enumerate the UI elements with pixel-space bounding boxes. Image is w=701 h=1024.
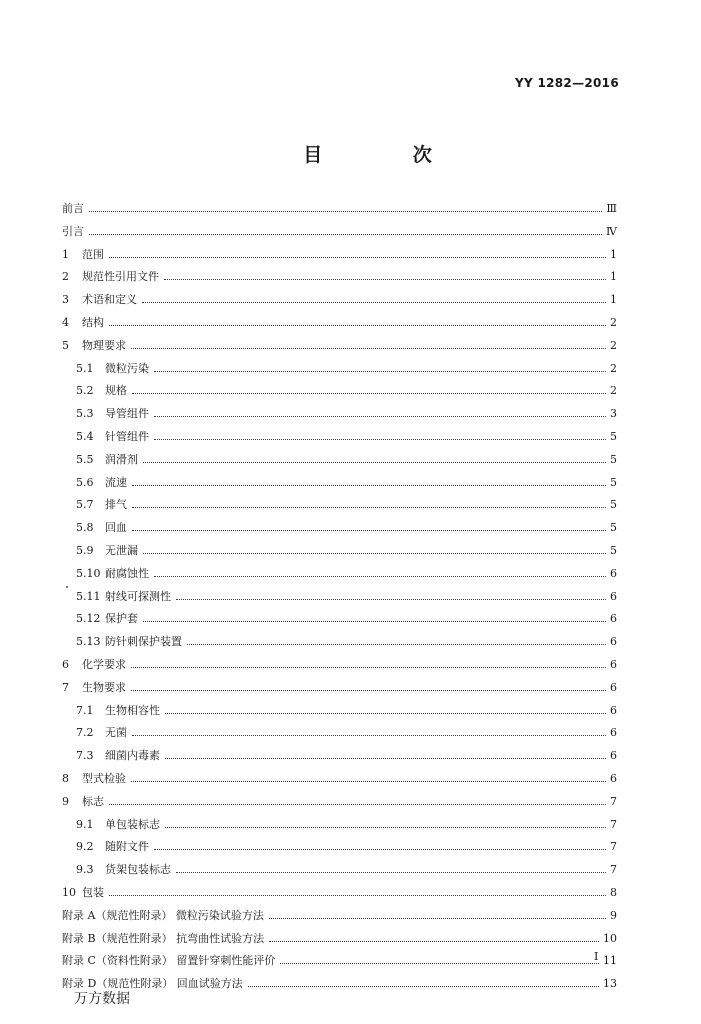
- toc-entry-page: 11: [603, 954, 617, 968]
- toc-entry-page: 5: [610, 544, 617, 557]
- toc-entry-page: 8: [610, 886, 617, 899]
- toc-entry-number: 5.8: [76, 521, 94, 535]
- toc-entry-title: 无泄漏: [105, 541, 141, 561]
- toc-entry: [0, 427, 701, 447]
- toc-entry-number: 7: [62, 680, 69, 694]
- toc-entry: [0, 495, 701, 515]
- toc-entry-number: 9.3: [76, 863, 94, 877]
- toc-entry-page: Ⅲ: [606, 202, 617, 215]
- toc-entry: [0, 769, 701, 789]
- toc-entry-title: 规范性引用文件: [82, 267, 162, 287]
- toc-leader-dots: [154, 371, 606, 372]
- toc-entry-page: 5: [610, 430, 617, 443]
- toc-entry-page: 7: [610, 863, 617, 877]
- toc-entry-number: 9: [62, 794, 69, 808]
- toc-entry: [0, 929, 701, 949]
- toc-leader-dots: [131, 781, 606, 782]
- watermark-text: 万方数据: [74, 991, 130, 1007]
- toc-entry: [0, 290, 701, 310]
- toc-entry-page: 6: [610, 635, 617, 649]
- toc-entry-title: 货架包装标志: [105, 860, 174, 880]
- toc-entry-page: 5: [610, 498, 617, 512]
- toc-entry-title: 附录 A（规范性附录） 微粒污染试验方法: [62, 906, 267, 926]
- toc-entry: [0, 701, 701, 721]
- toc-entry-page: 6: [610, 680, 617, 694]
- toc-entry: [0, 815, 701, 835]
- toc-entry-page: 6: [610, 612, 617, 626]
- toc-leader-dots: [280, 963, 599, 964]
- toc-entry-number: 9.1: [76, 817, 94, 831]
- toc-entry-number: 5.9: [76, 544, 94, 557]
- toc-entry-page: 6: [610, 566, 617, 580]
- toc-entry-number: 5: [62, 338, 69, 352]
- page-folio: I: [594, 950, 599, 963]
- scan-speck: [66, 586, 68, 588]
- toc-leader-dots: [132, 393, 606, 394]
- toc-entry: [0, 678, 701, 698]
- toc-entry-title: 针管组件: [105, 427, 152, 447]
- toc-entry-number: 9.2: [76, 840, 94, 854]
- toc-leader-dots: [89, 234, 602, 235]
- toc-leader-dots: [132, 530, 606, 531]
- toc-entry-page: 1: [610, 270, 617, 284]
- toc-entry-title: 防针刺保护装置: [105, 632, 185, 652]
- toc-entry-number: 5.11: [76, 589, 101, 603]
- toc-entry-number: 4: [62, 316, 69, 329]
- toc-entry-page: 6: [610, 658, 617, 671]
- toc-leader-dots: [165, 758, 606, 759]
- toc-entry-number: 6: [62, 658, 69, 671]
- toc-entry-page: 6: [610, 703, 617, 717]
- toc-entry-title: 导管组件: [105, 404, 152, 424]
- toc-entry-title: 化学要求: [82, 655, 129, 675]
- toc-leader-dots: [154, 416, 606, 417]
- toc-entry-title: 附录 D（规范性附录） 回血试验方法: [62, 974, 246, 994]
- toc-entry-number: 2: [62, 270, 69, 284]
- toc-entry-title: 润滑剂: [105, 450, 141, 470]
- toc-entry-number: 5.13: [76, 635, 101, 649]
- standard-id: YY 1282—2016: [515, 76, 619, 90]
- toc-entry-page: 1: [610, 293, 617, 307]
- toc-entry: [0, 860, 701, 880]
- toc-title: 目 次: [303, 144, 474, 166]
- toc-entry: [0, 404, 701, 424]
- toc-entry-title: 生物相容性: [105, 701, 163, 721]
- toc-entry: [0, 883, 701, 903]
- toc-entry-number: 5.2: [76, 384, 94, 398]
- toc-entry-page: 9: [610, 908, 617, 922]
- toc-entry-number: 5.4: [76, 430, 94, 443]
- toc-entry-title: 规格: [105, 381, 130, 401]
- toc-entry-title: 单包装标志: [105, 815, 163, 835]
- toc-entry-number: 7.3: [76, 749, 94, 763]
- toc-leader-dots: [269, 941, 599, 942]
- toc-entry: [0, 746, 701, 766]
- toc-entry: [0, 359, 701, 379]
- toc-entry: [0, 518, 701, 538]
- toc-leader-dots: [143, 553, 606, 554]
- toc-entry-title: 结构: [82, 313, 107, 333]
- toc-entry-title: 术语和定义: [82, 290, 140, 310]
- toc-entry-page: 1: [610, 247, 617, 261]
- toc-entry-number: 5.10: [76, 566, 101, 580]
- toc-entry-page: 7: [610, 817, 617, 831]
- toc-entry-title: 射线可探测性: [105, 587, 174, 607]
- toc-entry: [0, 336, 701, 356]
- toc-entry-page: 2: [610, 361, 617, 375]
- toc-entry-number: 7.2: [76, 726, 94, 740]
- toc-leader-dots: [176, 599, 606, 600]
- toc-leader-dots: [165, 827, 606, 828]
- toc-entry-number: 5.6: [76, 475, 94, 489]
- toc-leader-dots: [132, 735, 606, 736]
- toc-entry-title: 保护套: [105, 609, 141, 629]
- toc-entry-page: 3: [610, 407, 617, 421]
- toc-entry-title: 细菌内毒素: [105, 746, 163, 766]
- toc-entry: [0, 267, 701, 287]
- toc-entry-page: 6: [610, 772, 617, 785]
- toc-entry-title: 型式检验: [82, 769, 129, 789]
- toc-leader-dots: [164, 279, 606, 280]
- toc-leader-dots: [176, 872, 606, 873]
- toc-entry: [0, 541, 701, 561]
- toc-entry-number: 5.5: [76, 452, 94, 466]
- toc-leader-dots: [143, 621, 606, 622]
- toc-entry-page: 5: [610, 521, 617, 535]
- toc-entry-title: 附录 C（资料性附录） 留置针穿刺性能评价: [62, 951, 278, 971]
- toc-entry-page: Ⅳ: [606, 224, 617, 238]
- toc-leader-dots: [142, 302, 606, 303]
- toc-entry-title: 微粒污染: [105, 359, 152, 379]
- toc-leader-dots: [154, 576, 606, 577]
- toc-entry-title: 物理要求: [82, 336, 129, 356]
- toc-entry-title: 无菌: [105, 723, 130, 743]
- toc-entry: [0, 473, 701, 493]
- toc-entry-page: 13: [603, 977, 617, 991]
- toc-entry-number: 5.7: [76, 498, 94, 512]
- toc-entry: [0, 245, 701, 265]
- toc-entry-number: 5.1: [76, 361, 94, 375]
- toc-entry-number: 1: [62, 247, 69, 261]
- toc-entry-title: 范围: [82, 245, 107, 265]
- toc-entry-page: 2: [610, 338, 617, 352]
- toc-entry-page: 10: [603, 931, 617, 945]
- toc-entry: [0, 837, 701, 857]
- toc-entry-title: 回血: [105, 518, 130, 538]
- toc-entry: [0, 199, 701, 219]
- toc-entry-page: 5: [610, 452, 617, 466]
- toc-entry: [0, 564, 701, 584]
- toc-entry-number: 3: [62, 293, 69, 307]
- toc-leader-dots: [109, 895, 606, 896]
- toc-entry: [0, 381, 701, 401]
- toc-entry-page: 6: [610, 726, 617, 740]
- toc-entry-page: 7: [610, 794, 617, 808]
- toc-leader-dots: [154, 849, 606, 850]
- toc-leader-dots: [165, 713, 606, 714]
- toc-entry: [0, 587, 701, 607]
- toc-leader-dots: [131, 690, 606, 691]
- toc-leader-dots: [131, 348, 606, 349]
- toc-entry: [0, 313, 701, 333]
- toc-entry-page: 2: [610, 316, 617, 329]
- toc-entry-number: 5.3: [76, 407, 94, 421]
- toc-leader-dots: [131, 667, 606, 668]
- toc-entry-page: 5: [610, 475, 617, 489]
- toc-leader-dots: [89, 211, 602, 212]
- toc-entry-title: 排气: [105, 495, 130, 515]
- toc-entry-title: 流速: [105, 473, 130, 493]
- toc-entry-title: 生物要求: [82, 678, 129, 698]
- toc-leader-dots: [154, 439, 606, 440]
- toc-entry-number: 5.12: [76, 612, 101, 626]
- toc-leader-dots: [187, 644, 606, 645]
- toc-leader-dots: [248, 986, 599, 987]
- toc-entry-title: 前言: [62, 199, 87, 219]
- toc-entry: [0, 222, 701, 242]
- toc-leader-dots: [132, 507, 606, 508]
- toc-leader-dots: [132, 485, 606, 486]
- toc-leader-dots: [109, 257, 606, 258]
- toc-entry-page: 6: [610, 589, 617, 603]
- toc-entry-title: 包装: [82, 883, 107, 903]
- toc-entry: [0, 632, 701, 652]
- toc-leader-dots: [269, 918, 606, 919]
- toc-entry-title: 引言: [62, 222, 87, 242]
- toc-leader-dots: [109, 325, 606, 326]
- toc-entry-title: 耐腐蚀性: [105, 564, 152, 584]
- toc-entry-title: 附录 B（规范性附录） 抗弯曲性试验方法: [62, 929, 267, 949]
- toc-entry: [0, 723, 701, 743]
- toc-entry-title: 标志: [82, 792, 107, 812]
- toc-entry-page: 6: [610, 749, 617, 763]
- toc-entry: [0, 655, 701, 675]
- toc-entry-number: 7.1: [76, 703, 94, 717]
- toc-leader-dots: [109, 804, 606, 805]
- toc-entry-page: 7: [610, 840, 617, 854]
- toc-leader-dots: [143, 462, 606, 463]
- toc-entry: [0, 792, 701, 812]
- toc-entry: [0, 906, 701, 926]
- toc-entry-title: 随附文件: [105, 837, 152, 857]
- toc-entry: [0, 450, 701, 470]
- toc-entry-number: 8: [62, 772, 69, 785]
- toc-entry-number: 10: [62, 886, 76, 899]
- toc-entry-page: 2: [610, 384, 617, 398]
- toc-entry: [0, 609, 701, 629]
